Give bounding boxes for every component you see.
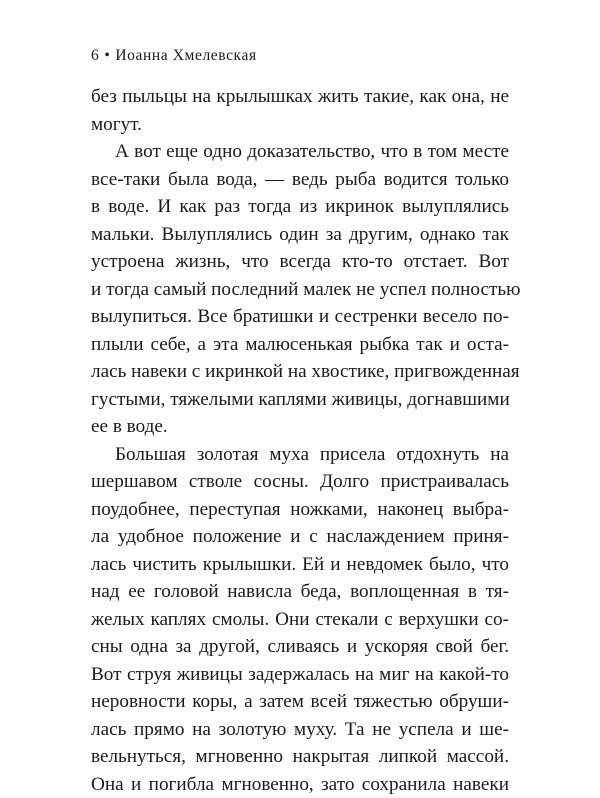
text-line: над ее головой нависла беда, воплощенная в тя- — [91, 578, 509, 606]
page-number: 6 — [91, 47, 99, 64]
text-line: Она и погибла мгновенно, зато сохранила навеки — [91, 771, 509, 798]
text-line: все-таки была вода, — ведь рыба водится только — [91, 166, 509, 194]
paragraph-2 — [91, 138, 509, 441]
text-line: и тогда самый последний малек не успел полностью — [91, 276, 509, 304]
text-line: лась навеки с икринкой на хвостике, пригвожденная — [91, 358, 509, 386]
text-line: Большая золотая муха присела отдохнуть на — [91, 441, 509, 469]
text-line: могут. — [91, 111, 509, 139]
body-text — [91, 83, 509, 798]
paragraph-1 — [91, 83, 509, 138]
text-line: в воде. И как раз тогда из икринок вылуплялись — [91, 193, 509, 221]
text-line: вылупиться. Все братишки и сестренки весело по- — [91, 303, 509, 331]
text-line: сны одна за другой, сливаясь и ускоряя свой бег. — [91, 633, 509, 661]
text-line: вельнуться, мгновенно накрытая липкой массой. — [91, 743, 509, 771]
text-line: без пыльцы на крылышках жить такие, как она, не — [91, 83, 509, 111]
text-line: ее в воде. — [91, 413, 509, 441]
text-line: Вот струя живицы задержалась на миг на какой-то — [91, 661, 509, 689]
author-name: Иоанна Хмелевская — [115, 47, 256, 64]
text-line: шершавом стволе сосны. Долго пристраивалась — [91, 468, 509, 496]
text-line: устроена жизнь, что всегда кто-то отстает. Вот — [91, 248, 509, 276]
text-line: неровности коры, а затем всей тяжестью обруши- — [91, 688, 509, 716]
text-line: ла удобное положение и с наслаждением приня- — [91, 523, 509, 551]
text-line: лась прямо на золотую муху. Та не успела и ше- — [91, 716, 509, 744]
paragraph-3 — [91, 441, 509, 798]
header-separator: • — [104, 46, 110, 66]
text-line: лась чистить крылышки. Ей и невдомек было, что — [91, 551, 509, 579]
running-head — [91, 46, 257, 66]
text-line: густыми, тяжелыми каплями живицы, догнавшими — [91, 386, 509, 414]
text-line: поудобнее, переступая ножками, наконец выбра- — [91, 496, 509, 524]
text-line: желых каплях смолы. Они стекали с верхушки со- — [91, 606, 509, 634]
text-line: А вот еще одно доказательство, что в том месте — [91, 138, 509, 166]
text-line: мальки. Вылуплялись один за другим, однако так — [91, 221, 509, 249]
text-line: плыли себе, а эта малюсенькая рыбка так и оста- — [91, 331, 509, 359]
